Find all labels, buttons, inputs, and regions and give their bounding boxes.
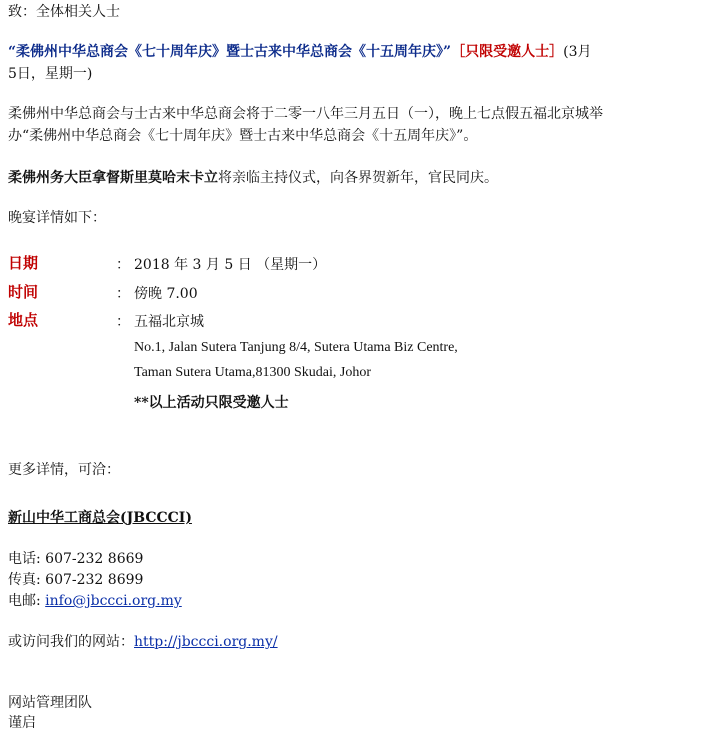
intro-line-1: 柔佛州中华总商会与士古来中华总商会将于二零一八年三月五日（一），晚上七点假五福北京城举 <box>8 106 603 122</box>
minister-text: 将亲临主持仪式，向各界贺新年，官民同庆。 <box>218 170 498 186</box>
website-row <box>8 632 278 652</box>
event-date-part1: (3月 <box>563 44 592 60</box>
minister-name: 柔佛州务大臣拿督斯里莫哈末卡立 <box>8 170 218 186</box>
phone-number: 电话: 607-232 8669 <box>8 551 144 567</box>
venue-address-line-1: No.1, Jalan Sutera Tanjung 8/4, Sutera Utama Biz Centre, <box>134 340 458 355</box>
venue-value: 五福北京城 <box>134 314 204 330</box>
details-heading: 晚宴详情如下： <box>8 210 106 226</box>
date-label: 日期 <box>8 254 39 272</box>
email-label: 电邮: <box>8 593 46 609</box>
email-row <box>8 591 182 611</box>
fax-number: 传真: 607-232 8699 <box>8 572 144 588</box>
event-title <box>8 42 591 62</box>
date-colon: ： <box>116 257 130 273</box>
website-label: 或访问我们的网站： <box>8 634 134 650</box>
signoff-closing: 谨启 <box>8 715 36 731</box>
date-value: 2018 年 3 月 5 日 （星期一） <box>134 257 327 273</box>
venue-address-line-2: Taman Sutera Utama,81300 Skudai, Johor <box>134 365 371 380</box>
time-colon: ： <box>116 286 130 302</box>
email-link[interactable]: info@jbccci.org.my <box>45 593 182 609</box>
minister-paragraph <box>8 168 498 188</box>
invite-only-note: **以上活动只限受邀人士 <box>134 395 289 411</box>
event-date-part2: 5日，星期一) <box>8 66 93 82</box>
invite-only-tag: ［只限受邀人士］ <box>451 44 564 60</box>
organization-name: 新山中华工商总会(JBCCCI) <box>8 510 192 526</box>
intro-line-2: 办“柔佛州中华总商会《七十周年庆》暨士古来中华总商会《十五周年庆》”。 <box>8 128 478 144</box>
website-link[interactable]: http://jbccci.org.my/ <box>134 634 278 650</box>
signoff-team: 网站管理团队 <box>8 695 92 711</box>
time-value: 傍晚 7.00 <box>134 286 198 302</box>
event-title-main: “柔佛州中华总商会《七十周年庆》暨士古来中华总商会《十五周年庆》” <box>8 44 452 60</box>
greeting: 致：全体相关人士 <box>8 4 120 20</box>
venue-label: 地点 <box>8 311 39 329</box>
venue-colon: ： <box>116 314 130 330</box>
contact-intro: 更多详情，可洽： <box>8 462 120 478</box>
time-label: 时间 <box>8 283 39 301</box>
